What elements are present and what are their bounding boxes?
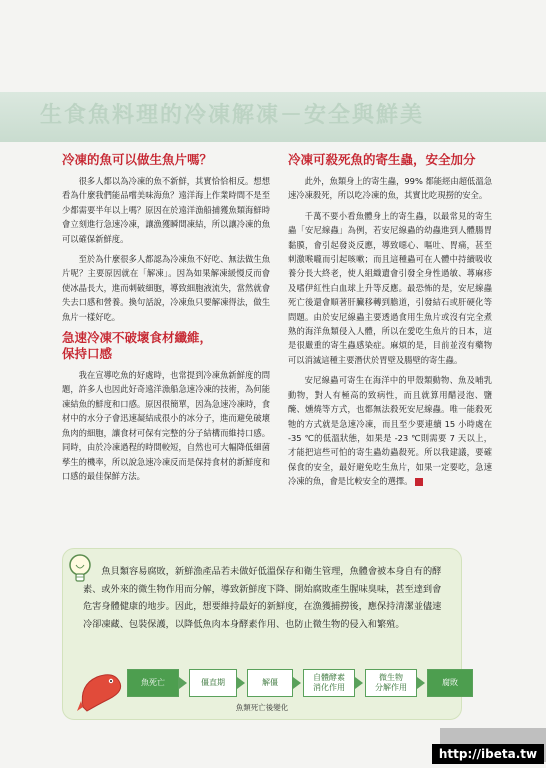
step-fish-death: 魚死亡	[127, 669, 179, 697]
end-mark-icon	[415, 478, 423, 486]
left-column	[62, 152, 270, 489]
right-paragraph-3-text: 安尼線蟲可寄生在海洋中的甲殼類動物、魚及哺乳動物，對人有極高的致病性，而且就算用醋浸泡、鹽醃、燻燒等方式，也都無法殺死安尼線蟲。唯一能殺死牠的方式就是急速冷凍，而且至少要連續 15 小時處在 -35 ℃的低溫狀態，如果是 -23 ℃則需要 7 天以上，才能把這些可怕的寄生蟲幼蟲殺死。所以我建議，要確保食的安全，最好避免吃生魚片，如果一定要吃，急速冷凍的魚，會是比較安全的選擇。	[288, 375, 492, 487]
right-paragraph-2: 千萬不要小看魚體身上的寄生蟲，以最常見的寄生蟲「安尼線蟲」為例，若安尼線蟲的幼蟲進到人體腸胃黏膜，會引起發炎反應，導致噁心、嘔吐、胃痛，甚至刺激喉嚨而引起咳嗽；而且這種蟲可在人體中持續吸收養分長大終老，使人組織遺會引發全身性過敏、蕁麻疹及嗜伊紅性白血球上升等反應。最恐怖的是，安尼線蟲死亡後還會順著肝臟移轉到膽道，引發結石或肝硬化等問題。由於安尼線蟲主要透過食用生魚片或沒有完全煮熟的海洋魚類侵入人體，所以在愛吃生魚片的日本，這是很嚴重的寄生蟲感染症。麻煩的是，目前並沒有藥物可以消滅這種主要潛伏於胃壁及腸壁的寄生蟲。	[288, 210, 492, 365]
arrow-icon	[293, 677, 301, 689]
step-rigor: 僵直期	[189, 669, 237, 697]
left-heading-2	[62, 330, 270, 362]
arrow-icon	[237, 677, 245, 689]
left-heading-2-line-2: 保持口感	[62, 346, 113, 362]
title-banner	[0, 92, 546, 142]
arrow-icon	[179, 677, 187, 689]
right-paragraph-3	[288, 373, 492, 488]
step-autolysis: 自體酵素 消化作用	[303, 669, 355, 697]
step-microbial: 微生物 分解作用	[365, 669, 417, 697]
left-heading-1: 冷凍的魚可以做生魚片嗎？	[62, 152, 213, 167]
left-paragraph-2: 至於為什麼很多人都認為冷凍魚不好吃、無法做生魚片呢？主要原因就在「解凍」。因為如果解凍緩慢反而會使冰晶長大，進而刺破細胞，導致細胞液流失，當然就會失去口感和營養。換句話說，冷凍魚只要解凍得法，做生魚片一樣好吃。	[62, 254, 270, 322]
step-relaxation: 解僵	[247, 669, 293, 697]
arrow-icon	[355, 677, 363, 689]
arrow-icon	[417, 677, 425, 689]
right-heading-1: 冷凍可殺死魚的寄生蟲，安全加分	[288, 152, 476, 167]
right-paragraph-1: 此外，魚類身上的寄生蟲，99% 都能經由超低溫急速冷凍殺死，所以吃冷凍的魚，其實比吃現撈的安全。	[288, 176, 492, 201]
step-spoilage: 腐敗	[427, 669, 473, 697]
left-heading-2-line-1: 急速冷凍不破壞食材纖維，	[62, 330, 213, 346]
left-paragraph-3: 我在宣導吃魚的好處時，也常提到冷凍魚新鮮度的問題，許多人也因此好奇遠洋漁船急速冷凍的技術，為何能凍結魚的鮮度和口感。原因很簡單，因為急速冷凍時，食材中的水分子會迅速凝結成很小的冰分子，進而避免破壞魚肉的細胞，讓食材可保有完整的分子結構而維持口感。同時，由於冷凍過程的時間較短，自然也可大幅降低細菌孳生的機率，所以說急速冷凍反而是保持食材的新鮮度和口感的最佳保鮮方法。	[62, 370, 270, 481]
banner-title: 生食魚料理的冷凍解凍－安全與鮮美	[40, 103, 425, 128]
tip-box	[62, 548, 462, 720]
left-paragraph-1: 很多人都以為冷凍的魚不新鮮，其實恰恰相反。想想看為什麼我們能品嚐美味海魚？遠洋海上作業時間不是至少都需要半年以上嗎？原因在於遠洋漁船捕獲魚類海鮮時會立刻進行急速冷凍，讓漁獲瞬間凍結，所以讓冷凍的魚可以確保新鮮度。	[62, 176, 270, 244]
watermark: http://ibeta.tw	[432, 744, 544, 764]
flow-caption: 魚類死亡後變化	[235, 703, 289, 712]
tip-text: 魚貝類容易腐敗，新鮮漁產品若未做好低溫保存和衛生管理，魚體會被本身自有的酵素、或外來的微生物作用而分解，導致新鮮度下降、開始腐敗產生腥味臭味，甚至達到會危害身體健康的地步。因此，想要維持最好的新鮮度，在漁獲捕撈後，應保持清潔並儘速冷卻凍藏、包裝保護，以降低魚肉本身酵素作用、也防止微生物的侵入和繁殖。	[83, 566, 442, 630]
right-column	[288, 152, 492, 495]
